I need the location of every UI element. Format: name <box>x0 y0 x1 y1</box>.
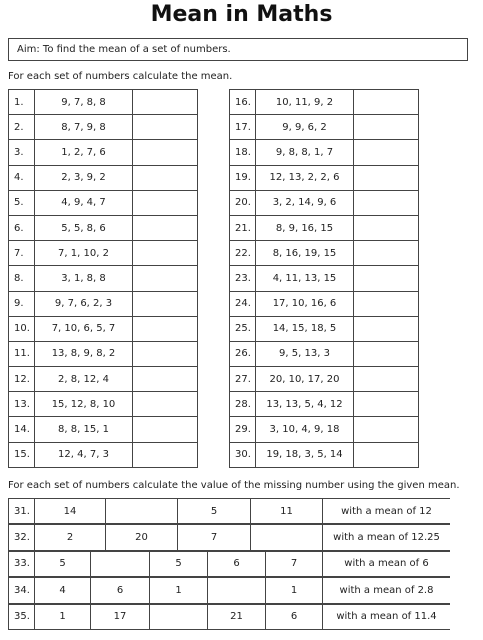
question-number: 22. <box>230 241 256 266</box>
value-cell: 14 <box>35 499 106 524</box>
value-cell: 7 <box>266 551 323 576</box>
missing-number-table <box>8 498 450 630</box>
question-number: 16. <box>230 90 256 115</box>
question-number: 26. <box>230 341 256 366</box>
number-set: 13, 13, 5, 4, 12 <box>256 392 354 417</box>
question-number: 12. <box>9 367 35 392</box>
number-set: 12, 4, 7, 3 <box>35 442 133 467</box>
aim-box: Aim: To find the mean of a set of numbers. <box>8 38 468 61</box>
answer-cell[interactable] <box>354 291 419 316</box>
question-row <box>9 140 198 165</box>
answer-cell[interactable] <box>133 115 198 140</box>
question-number: 25. <box>230 316 256 341</box>
number-set: 9, 5, 13, 3 <box>256 341 354 366</box>
number-set: 20, 10, 17, 20 <box>256 367 354 392</box>
missing-value-cell[interactable] <box>208 578 266 603</box>
number-set: 4, 11, 13, 15 <box>256 266 354 291</box>
value-cell: 6 <box>91 578 150 603</box>
question-row <box>9 367 198 392</box>
answer-cell[interactable] <box>354 266 419 291</box>
question-row <box>230 190 419 215</box>
question-number: 2. <box>9 115 35 140</box>
value-cell: 5 <box>178 499 251 524</box>
value-cell: 4 <box>35 578 91 603</box>
section1-instruction: For each set of numbers calculate the mean. <box>8 71 233 82</box>
number-set: 5, 5, 8, 6 <box>35 215 133 240</box>
value-cell: 2 <box>35 525 106 550</box>
question-row <box>230 392 419 417</box>
answer-cell[interactable] <box>133 341 198 366</box>
question-number: 35. <box>9 604 35 629</box>
value-cell: 6 <box>208 551 266 576</box>
question-number: 14. <box>9 417 35 442</box>
answer-cell[interactable] <box>354 90 419 115</box>
question-row <box>230 417 419 442</box>
question-row <box>230 215 419 240</box>
value-cell: 11 <box>251 499 323 524</box>
question-row <box>9 417 198 442</box>
question-row <box>9 266 198 291</box>
answer-cell[interactable] <box>354 341 419 366</box>
number-set: 7, 1, 10, 2 <box>35 241 133 266</box>
question-number: 3. <box>9 140 35 165</box>
question-row <box>9 316 198 341</box>
number-set: 2, 8, 12, 4 <box>35 367 133 392</box>
question-number: 21. <box>230 215 256 240</box>
question-number: 7. <box>9 241 35 266</box>
number-set: 9, 7, 8, 8 <box>35 90 133 115</box>
question-number: 19. <box>230 165 256 190</box>
answer-cell[interactable] <box>133 165 198 190</box>
question-number: 13. <box>9 392 35 417</box>
missing-row <box>8 551 450 577</box>
value-cell: 6 <box>266 604 323 629</box>
given-mean: with a mean of 2.8 <box>323 578 451 603</box>
number-set: 14, 15, 18, 5 <box>256 316 354 341</box>
answer-cell[interactable] <box>354 316 419 341</box>
value-cell: 5 <box>150 551 208 576</box>
answer-cell[interactable] <box>354 392 419 417</box>
number-set: 9, 9, 6, 2 <box>256 115 354 140</box>
question-number: 27. <box>230 367 256 392</box>
question-row <box>230 140 419 165</box>
answer-cell[interactable] <box>354 442 419 467</box>
number-set: 7, 10, 6, 5, 7 <box>35 316 133 341</box>
question-number: 18. <box>230 140 256 165</box>
answer-cell[interactable] <box>133 291 198 316</box>
value-cell: 20 <box>106 525 178 550</box>
answer-cell[interactable] <box>354 215 419 240</box>
question-row <box>230 367 419 392</box>
number-set: 19, 18, 3, 5, 14 <box>256 442 354 467</box>
question-row <box>230 341 419 366</box>
answer-cell[interactable] <box>133 392 198 417</box>
number-set: 17, 10, 16, 6 <box>256 291 354 316</box>
question-row <box>230 291 419 316</box>
given-mean: with a mean of 12.25 <box>323 525 451 550</box>
missing-value-cell[interactable] <box>150 604 208 629</box>
question-row <box>9 442 198 467</box>
answer-cell[interactable] <box>354 367 419 392</box>
question-row <box>230 115 419 140</box>
question-number: 28. <box>230 392 256 417</box>
answer-cell[interactable] <box>133 266 198 291</box>
question-number: 4. <box>9 165 35 190</box>
number-set: 4, 9, 4, 7 <box>35 190 133 215</box>
answer-cell[interactable] <box>133 215 198 240</box>
answer-cell[interactable] <box>354 115 419 140</box>
question-row <box>9 215 198 240</box>
number-set: 12, 13, 2, 2, 6 <box>256 165 354 190</box>
number-set: 3, 1, 8, 8 <box>35 266 133 291</box>
value-cell: 21 <box>208 604 266 629</box>
question-number: 15. <box>9 442 35 467</box>
question-row <box>9 392 198 417</box>
question-row <box>9 190 198 215</box>
question-number: 9. <box>9 291 35 316</box>
value-cell: 1 <box>150 578 208 603</box>
number-set: 8, 9, 16, 15 <box>256 215 354 240</box>
number-set: 3, 2, 14, 9, 6 <box>256 190 354 215</box>
question-number: 23. <box>230 266 256 291</box>
question-row <box>230 442 419 467</box>
question-number: 33. <box>9 551 35 576</box>
question-row <box>9 291 198 316</box>
section2-instruction: For each set of numbers calculate the value of the missing number using the given mean. <box>8 480 460 491</box>
answer-cell[interactable] <box>133 367 198 392</box>
mean-table-right <box>229 89 419 468</box>
answer-cell[interactable] <box>354 241 419 266</box>
given-mean: with a mean of 11.4 <box>323 604 451 629</box>
number-set: 3, 10, 4, 9, 18 <box>256 417 354 442</box>
question-number: 30. <box>230 442 256 467</box>
question-number: 8. <box>9 266 35 291</box>
number-set: 1, 2, 7, 6 <box>35 140 133 165</box>
value-cell: 7 <box>178 525 251 550</box>
missing-value-cell[interactable] <box>106 499 178 524</box>
question-row <box>230 266 419 291</box>
missing-row <box>8 577 450 603</box>
number-set: 9, 8, 8, 1, 7 <box>256 140 354 165</box>
missing-row <box>8 524 450 550</box>
number-set: 8, 8, 15, 1 <box>35 417 133 442</box>
number-set: 15, 12, 8, 10 <box>35 392 133 417</box>
answer-cell[interactable] <box>354 165 419 190</box>
missing-row <box>8 604 450 630</box>
answer-cell[interactable] <box>354 190 419 215</box>
question-number: 29. <box>230 417 256 442</box>
number-set: 13, 8, 9, 8, 2 <box>35 341 133 366</box>
question-number: 1. <box>9 90 35 115</box>
question-row <box>9 341 198 366</box>
number-set: 10, 11, 9, 2 <box>256 90 354 115</box>
question-row <box>230 165 419 190</box>
question-number: 6. <box>9 215 35 240</box>
question-row <box>9 115 198 140</box>
question-number: 31. <box>9 499 35 524</box>
question-number: 11. <box>9 341 35 366</box>
answer-cell[interactable] <box>354 140 419 165</box>
question-row <box>9 241 198 266</box>
given-mean: with a mean of 6 <box>323 551 451 576</box>
missing-value-cell[interactable] <box>91 551 150 576</box>
answer-cell[interactable] <box>133 417 198 442</box>
number-set: 2, 3, 9, 2 <box>35 165 133 190</box>
answer-cell[interactable] <box>133 442 198 467</box>
answer-cell[interactable] <box>133 316 198 341</box>
answer-cell[interactable] <box>133 241 198 266</box>
answer-cell[interactable] <box>354 417 419 442</box>
question-number: 5. <box>9 190 35 215</box>
given-mean: with a mean of 12 <box>323 499 451 524</box>
number-set: 8, 16, 19, 15 <box>256 241 354 266</box>
question-number: 20. <box>230 190 256 215</box>
page-title: Mean in Maths <box>150 2 333 27</box>
answer-cell[interactable] <box>133 190 198 215</box>
missing-value-cell[interactable] <box>251 525 323 550</box>
question-number: 34. <box>9 578 35 603</box>
value-cell: 17 <box>91 604 150 629</box>
value-cell: 1 <box>35 604 91 629</box>
question-row <box>9 165 198 190</box>
question-row <box>230 241 419 266</box>
question-number: 24. <box>230 291 256 316</box>
value-cell: 5 <box>35 551 91 576</box>
question-row <box>230 316 419 341</box>
number-set: 9, 7, 6, 2, 3 <box>35 291 133 316</box>
value-cell: 1 <box>266 578 323 603</box>
missing-row <box>8 498 450 524</box>
answer-cell[interactable] <box>133 90 198 115</box>
answer-cell[interactable] <box>133 140 198 165</box>
question-number: 10. <box>9 316 35 341</box>
question-number: 32. <box>9 525 35 550</box>
question-row <box>230 90 419 115</box>
question-number: 17. <box>230 115 256 140</box>
question-row <box>9 90 198 115</box>
mean-table-left <box>8 89 198 468</box>
number-set: 8, 7, 9, 8 <box>35 115 133 140</box>
